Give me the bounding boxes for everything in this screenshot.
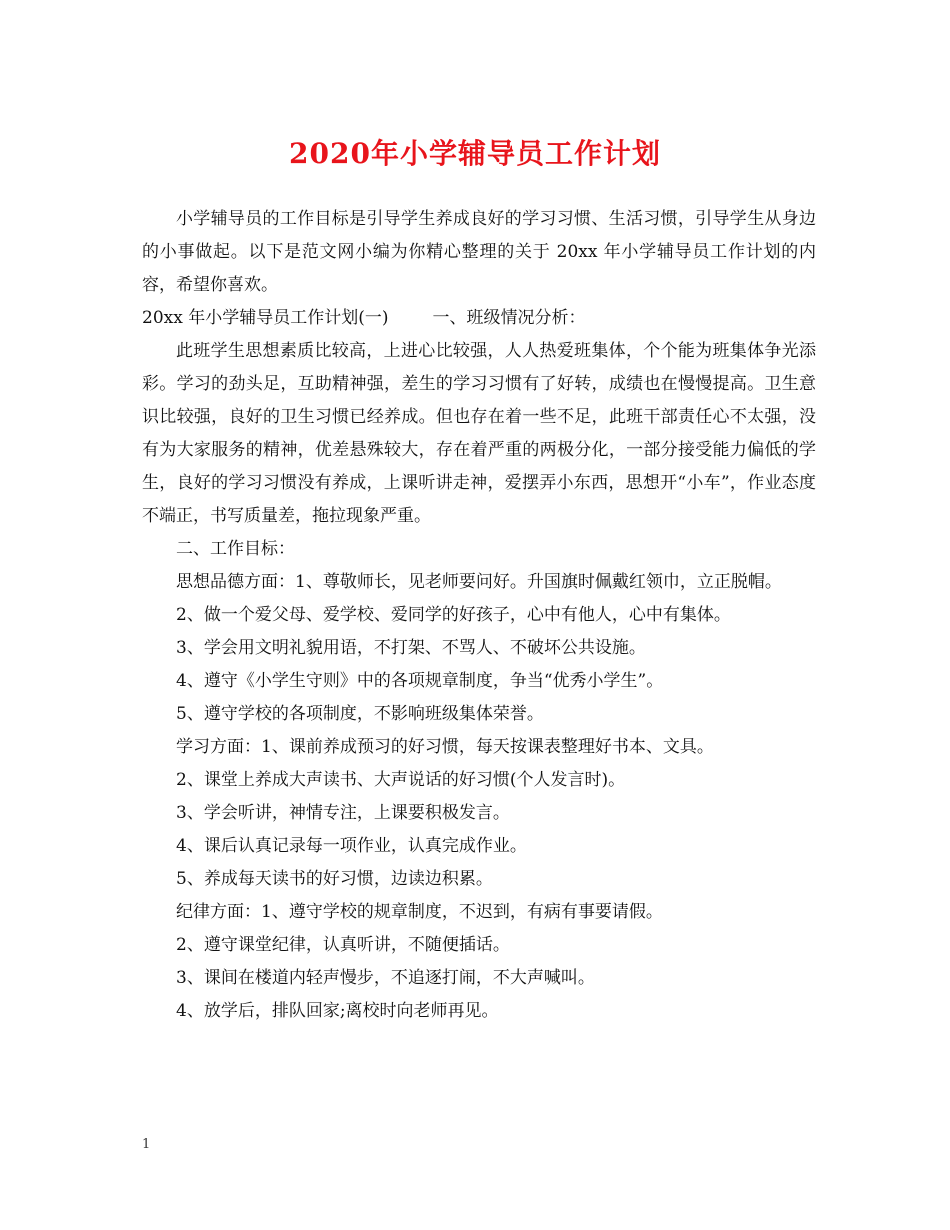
plan-heading-line (142, 302, 816, 335)
moral-item: 4、遵守《小学生守则》中的各项规章制度，争当“优秀小学生”。 (176, 671, 664, 691)
moral-item: 2、做一个爱父母、爱学校、爱同学的好孩子，心中有他人，心中有集体。 (176, 605, 731, 625)
study-item: 4、课后认真记录每一项作业，认真完成作业。 (176, 836, 527, 856)
discipline-item: 4、放学后，排队回家;离校时向老师再见。 (176, 1001, 499, 1021)
moral-item: 3、学会用文明礼貌用语，不打架、不骂人、不破坏公共设施。 (176, 638, 646, 658)
document-title: 2020年小学辅导员工作计划 (289, 137, 661, 170)
study-item: 3、学会听讲，神情专注，上课要积极发言。 (176, 803, 510, 823)
study-item: 5、养成每天读书的好习惯，边读边积累。 (176, 869, 493, 889)
moral-item: 思想品德方面：1、尊敬师长，见老师要问好。升国旗时佩戴红领巾，立正脱帽。 (176, 572, 782, 592)
plan-heading: 20xx 年小学辅导员工作计划(一) (142, 308, 389, 328)
moral-item: 5、遵守学校的各项制度，不影响班级集体荣誉。 (176, 704, 544, 724)
intro-paragraph: 小学辅导员的工作目标是引导学生养成良好的学习习惯、生活习惯，引导学生从身边的小事做起。以下是范文网小编为你精心整理的关于 20xx 年小学辅导员工作计划的内容，希望你喜欢。 (142, 209, 816, 295)
discipline-item: 2、遵守课堂纪律，认真听讲，不随便插话。 (176, 935, 510, 955)
study-item: 学习方面：1、课前养成预习的好习惯，每天按课表整理好书本、文具。 (176, 737, 714, 757)
discipline-item: 3、课间在楼道内轻声慢步，不追逐打闹，不大声喊叫。 (176, 968, 595, 988)
discipline-item: 纪律方面：1、遵守学校的规章制度，不迟到，有病有事要请假。 (176, 902, 663, 922)
section1-heading: 一、班级情况分析： (432, 308, 586, 328)
study-item: 2、课堂上养成大声读书、大声说话的好习惯(个人发言时)。 (176, 770, 626, 790)
page-number: 1 (142, 1137, 151, 1152)
section2-heading: 二、工作目标： (176, 539, 295, 559)
section1-body: 此班学生思想素质比较高，上进心比较强，人人热爱班集体，个个能为班集体争光添彩。学习的劲头足，互助精神强，差生的学习习惯有了好转，成绩也在慢慢提高。卫生意识比较强，良好的卫生习惯已经养成。但也存在着一些不足，此班干部责任心不太强，没有为大家服务的精神，优差悬殊较大，存在着严重的两极分化，一部分接受能力偏低的学生，良好的学习习惯没有养成，上课听讲走神，爱摆弄小东西，思想开“小车”，作业态度不端正，书写质量差，拖拉现象严重。 (142, 341, 816, 526)
document-body (142, 203, 816, 1028)
